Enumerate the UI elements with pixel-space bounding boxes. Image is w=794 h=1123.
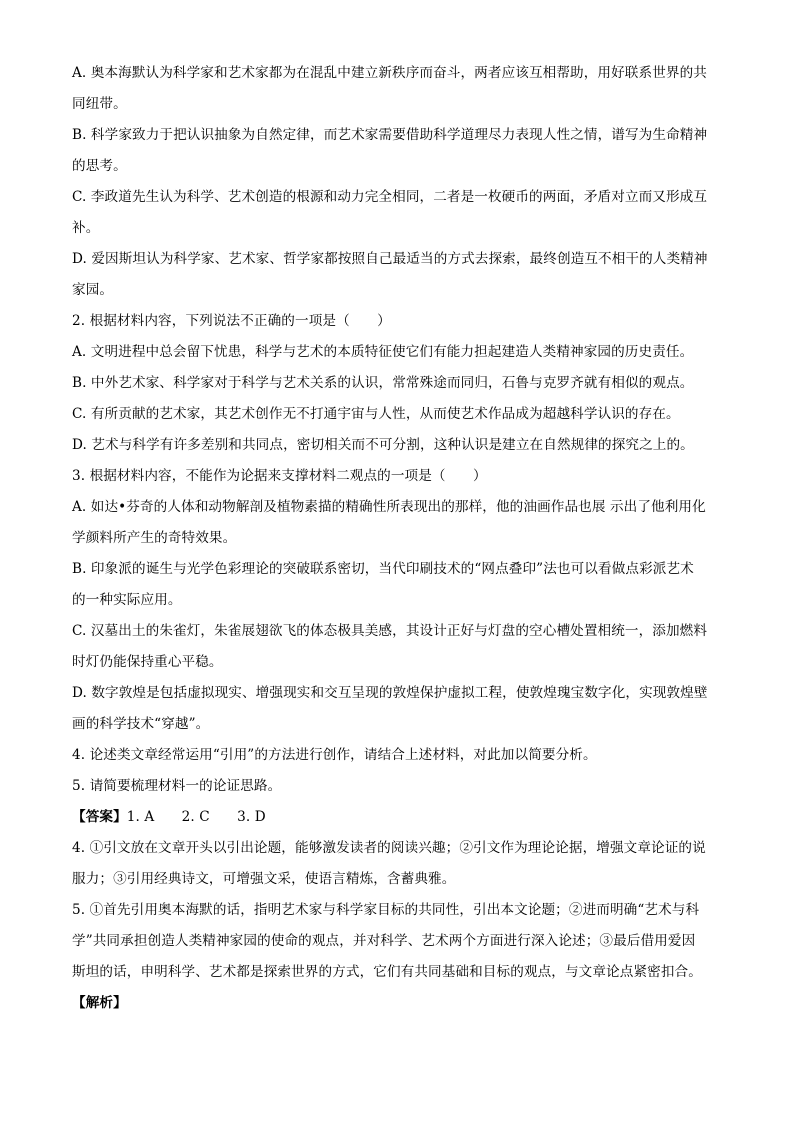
q3-option-a-line-2: 学颜料所产生的奇特效果。	[72, 530, 237, 546]
q3-option-c-line-2: 时灯仍能保持重心平稳。	[72, 654, 223, 670]
option-d-line-1: D. 爱因斯坦认为科学家、艺术家、哲学家都按照自己最适当的方式去探索，最终创造互不相干的人类精神	[72, 251, 708, 267]
question-4: 4. 论述类文章经常运用“引用”的方法进行创作，请结合上述材料，对此加以简要分析。	[72, 747, 597, 763]
document-page	[72, 58, 724, 1019]
question-3: 3. 根据材料内容，不能作为论据来支撑材料二观点的一项是（ ）	[72, 468, 487, 484]
analysis-5-line-3: 斯坦的话，申明科学、艺术都是探索世界的方式，它们有共同基础和目标的观点，与文章论点紧密扣合。	[72, 964, 702, 980]
q2-option-d: D. 艺术与科学有许多差别和共同点，密切相关而不可分割，这种认识是建立在自然规律的探究之上的。	[72, 437, 694, 453]
answer-label: 【答案】	[72, 809, 127, 825]
option-c-line-1: C. 李政道先生认为科学、艺术创造的根源和动力完全相同，二者是一枚硬币的两面，矛盾对立而又形成互	[72, 189, 708, 205]
q2-option-a: A. 文明进程中总会留下忧患，科学与艺术的本质特征使它们有能力担起建造人类精神家园的历史责任。	[72, 344, 694, 360]
option-b-line-1: B. 科学家致力于把认识抽象为自然定律，而艺术家需要借助科学道理尽力表现人性之情，谱写为生命精神	[72, 127, 708, 143]
option-c-line-2: 补。	[72, 220, 100, 236]
q3-option-a-line-1: A. 如达•芬奇的人体和动物解剖及植物素描的精确性所表现出的那样，他的油画作品也展 示出了他利用化	[72, 499, 706, 515]
q3-option-b-line-1: B. 印象派的诞生与光学色彩理论的突破联系密切，当代印刷技术的“网点叠印”法也可以看做点彩派艺术	[72, 561, 694, 577]
q3-option-d-line-1: D. 数字敦煌是包括虚拟现实、增强现实和交互呈现的敦煌保护虚拟工程，使敦煌瑰宝数字化，实现敦煌壁	[72, 685, 708, 701]
q3-option-d-line-2: 画的科学技术“穿越”。	[72, 716, 210, 732]
analysis-5-line-1: 5. ①首先引用奥本海默的话，指明艺术家与科学家目标的共同性，引出本文论题；②进而明确“艺术与科	[72, 902, 700, 918]
option-b-line-2: 的思考。	[72, 158, 127, 174]
option-a-line-1: A. 奥本海默认为科学家和艺术家都为在混乱中建立新秩序而奋斗，两者应该互相帮助，用好联系世界的共	[72, 65, 707, 81]
explain-label: 【解析】	[72, 995, 127, 1011]
analysis-5-line-2: 学”共同承担创造人类精神家园的使命的观点，并对科学、艺术两个方面进行深入论述；③最后借用爱因	[72, 933, 696, 949]
answer-row	[72, 802, 724, 833]
question-2: 2. 根据材料内容，下列说法不正确的一项是（ ）	[72, 313, 391, 329]
q2-option-c: C. 有所贡献的艺术家，其艺术创作无不打通宇宙与人性，从而使艺术作品成为超越科学认识的存在。	[72, 406, 680, 422]
q3-option-c-line-1: C. 汉墓出土的朱雀灯，朱雀展翅欲飞的体态极具美感，其设计正好与灯盘的空心槽处置相统一，添加燃料	[72, 623, 708, 639]
q2-option-b: B. 中外艺术家、科学家对于科学与艺术关系的认识，常常殊途而同归，石鲁与克罗齐就有相似的观点。	[72, 375, 694, 391]
analysis-4-line-2: 服力；③引用经典诗文，可增强文采，使语言精炼，含蓄典雅。	[72, 871, 456, 887]
option-a-line-2: 同纽带。	[72, 96, 127, 112]
question-5: 5. 请简要梳理材料一的论证思路。	[72, 778, 282, 794]
q3-option-b-line-2: 的一种实际应用。	[72, 592, 182, 608]
analysis-4-line-1: 4. ①引文放在文章开头以引出论题，能够激发读者的阅读兴趣；②引文作为理论论据，增强文章论证的说	[72, 840, 706, 856]
option-d-line-2: 家园。	[72, 282, 114, 298]
answer-text: 1. A 2. C 3. D	[126, 809, 266, 825]
